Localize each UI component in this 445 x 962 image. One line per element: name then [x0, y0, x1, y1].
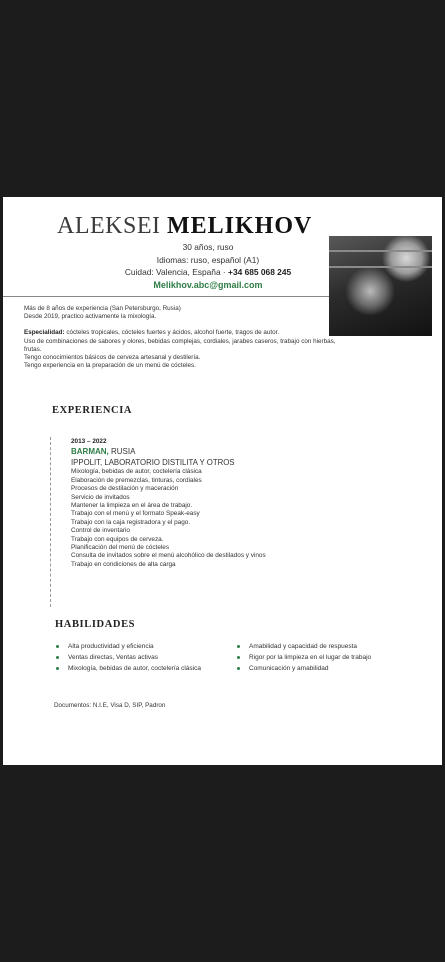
- spacer: [24, 321, 344, 329]
- phone-number: +34 685 068 245: [228, 267, 292, 278]
- age-nationality: 30 años, ruso: [182, 242, 234, 252]
- job-country: RUSIA: [108, 447, 136, 457]
- location-phone: [93, 266, 323, 279]
- job-duty: Consulta de invitados sobre el menú alcohólico de destilados y vinos: [71, 552, 266, 560]
- last-name: MELIKHOV: [166, 213, 313, 239]
- resume-page: [3, 197, 442, 765]
- skill-item: Amabilidad y capacidad de respuesta: [236, 641, 371, 652]
- job-period: 2013 – 2022: [71, 438, 107, 445]
- job-duty: Control de inventario: [71, 527, 130, 535]
- summary-line: Uso de combinaciones de sabores y olores, bebidas complejas, cordiales, jarabes caseros, trabajo con hierbas, frutas.: [24, 337, 336, 353]
- skills-list-right: [236, 641, 371, 675]
- header-divider: [3, 296, 329, 297]
- skills-list-left: [55, 641, 201, 675]
- timeline-line: [50, 437, 51, 607]
- summary-line: Tengo conocimientos básicos de cerveza artesanal y destilería.: [24, 354, 201, 362]
- first-name: ALEKSEI: [57, 213, 161, 239]
- job-duty: Servicio de invitados: [71, 493, 130, 501]
- summary-line: Más de 8 años de experiencia (San Petersburgo, Rusia): [24, 305, 181, 312]
- summary: [24, 305, 344, 370]
- job-duty: Trabajo con equipos de cerveza.: [71, 535, 164, 543]
- specialty-line: [24, 329, 344, 337]
- job-duty: Planificación del menú de cócteles: [71, 544, 170, 552]
- skill-item: Rigor por la limpieza en el lugar de trabajo: [236, 652, 371, 663]
- job-duty: Trabajo con la caja registradora y el pago.: [71, 518, 191, 526]
- job-role: [71, 446, 331, 457]
- job-title: BARMAN,: [71, 447, 109, 457]
- photo-shelf: [329, 266, 432, 268]
- experience-entry: [71, 438, 331, 569]
- job-duty: Trabajo en condiciones de alta carga: [71, 560, 176, 568]
- job-company: IPPOLIT, LABORATORIO DISTILITA Y OTROS: [71, 458, 235, 468]
- job-duty: Elaboración de premezclas, tinturas, cordiales: [71, 476, 202, 484]
- specialty-label: Especialidad:: [24, 329, 65, 337]
- job-duty: Trabajo con el menú y el formato Speak-easy: [71, 510, 200, 518]
- languages: Idiomas: ruso, español (A1): [156, 254, 260, 265]
- full-name: [57, 213, 337, 240]
- skills-heading: HABILIDADES: [55, 619, 136, 630]
- personal-info: [93, 241, 323, 291]
- email-address: Melikhov.abc@gmail.com: [153, 279, 263, 290]
- skill-item: Alta productividad y eficiencia: [55, 641, 201, 652]
- experience-heading: EXPERIENCIA: [52, 405, 133, 416]
- skill-item: Ventas directas, Ventas activas: [55, 652, 201, 663]
- city: Cuidad: Valencia, España ·: [124, 267, 226, 278]
- job-duty: Procesos de destilación y maceración: [71, 485, 179, 493]
- skill-item: Comunicación y amabilidad: [236, 663, 371, 674]
- photo-shelf: [329, 250, 432, 252]
- job-duty: Mantener la limpieza en el área de trabajo.: [71, 502, 193, 510]
- job-duty: Mixología, bebidas de autor, coctelería clásica: [71, 468, 202, 476]
- skill-item: Mixología, bebidas de autor, coctelería clásica: [55, 663, 201, 674]
- documents: Documentos: N.I.E, Visa D, SIP, Padron: [54, 702, 166, 709]
- specialty-text: cócteles tropicales, cócteles fuertes y ácidos, alcohol fuerte, tragos de autor.: [64, 329, 280, 337]
- profile-photo: [329, 236, 432, 336]
- summary-line: Desde 2019, practico activamente la mixología.: [24, 313, 157, 321]
- summary-line: Tengo experiencia en la preparación de un menú de cócteles.: [24, 362, 196, 370]
